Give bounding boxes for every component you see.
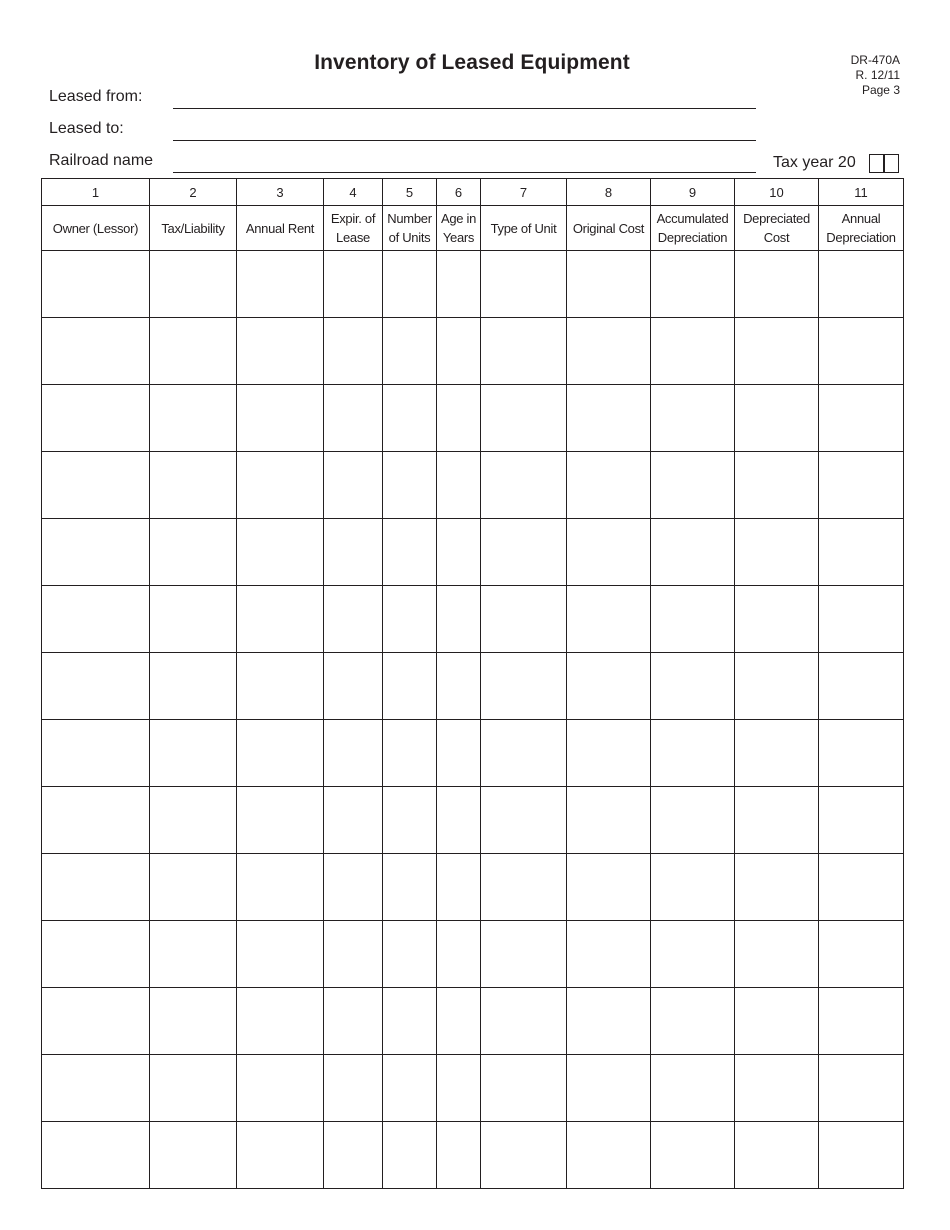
table-cell[interactable] — [150, 318, 237, 385]
column-number: 5 — [383, 179, 437, 206]
table-cell[interactable] — [150, 787, 237, 854]
table-cell[interactable] — [324, 519, 383, 586]
table-cell[interactable] — [237, 854, 324, 921]
table-cell[interactable] — [324, 251, 383, 318]
table-row — [42, 921, 904, 988]
table-cell[interactable] — [150, 988, 237, 1055]
table-row — [42, 452, 904, 519]
leased-from-field[interactable] — [173, 108, 756, 109]
column-number-row — [42, 179, 904, 206]
page-number: Page 3 — [861, 83, 900, 97]
table-cell[interactable] — [42, 1055, 150, 1122]
table-cell[interactable] — [42, 586, 150, 653]
form-identifier — [851, 53, 900, 98]
table-cell[interactable] — [819, 854, 904, 921]
table-cell[interactable] — [567, 1122, 651, 1189]
table-cell[interactable] — [383, 385, 437, 452]
table-cell[interactable] — [383, 519, 437, 586]
column-number: 7 — [481, 179, 567, 206]
table-cell[interactable] — [735, 452, 819, 519]
form-number: DR-470A — [850, 53, 900, 67]
column-header: Annual Rent — [237, 206, 324, 251]
table-cell[interactable] — [819, 988, 904, 1055]
table-cell[interactable] — [150, 452, 237, 519]
table-cell[interactable] — [819, 787, 904, 854]
table-cell[interactable] — [481, 921, 567, 988]
table-row — [42, 519, 904, 586]
table-cell[interactable] — [651, 1122, 735, 1189]
column-header: Tax/Liability — [150, 206, 237, 251]
table-row — [42, 653, 904, 720]
table-cell[interactable] — [735, 1122, 819, 1189]
table-cell[interactable] — [324, 1122, 383, 1189]
table-cell[interactable] — [819, 251, 904, 318]
table-cell[interactable] — [735, 787, 819, 854]
table-cell[interactable] — [481, 1122, 567, 1189]
table-cell[interactable] — [383, 318, 437, 385]
table-cell[interactable] — [481, 787, 567, 854]
table-cell[interactable] — [735, 385, 819, 452]
column-header-row — [42, 206, 904, 251]
table-cell[interactable] — [237, 251, 324, 318]
table-cell[interactable] — [237, 318, 324, 385]
table-cell[interactable] — [324, 653, 383, 720]
table-row — [42, 1122, 904, 1189]
table-cell[interactable] — [42, 318, 150, 385]
table-cell[interactable] — [651, 385, 735, 452]
table-cell[interactable] — [567, 519, 651, 586]
leased-from-label: Leased from: — [49, 88, 143, 105]
column-header: Number of Units — [383, 206, 437, 251]
table-cell[interactable] — [437, 1055, 481, 1122]
table-cell[interactable] — [324, 385, 383, 452]
table-cell[interactable] — [437, 519, 481, 586]
table-cell[interactable] — [150, 1122, 237, 1189]
table-cell[interactable] — [819, 318, 904, 385]
table-cell[interactable] — [819, 452, 904, 519]
table-cell[interactable] — [437, 720, 481, 787]
table-cell[interactable] — [735, 854, 819, 921]
table-cell[interactable] — [383, 921, 437, 988]
column-header: Age in Years — [437, 206, 481, 251]
table-cell[interactable] — [567, 988, 651, 1055]
table-cell[interactable] — [237, 921, 324, 988]
column-header: Accumulated Depreciation — [651, 206, 735, 251]
table-cell[interactable] — [481, 385, 567, 452]
railroad-name-label: Railroad name — [49, 152, 154, 169]
column-header: Annual Depreciation — [819, 206, 904, 251]
table-cell[interactable] — [324, 720, 383, 787]
table-cell[interactable] — [150, 1055, 237, 1122]
table-cell[interactable] — [651, 1055, 735, 1122]
table-cell[interactable] — [437, 318, 481, 385]
table-row — [42, 251, 904, 318]
table-cell[interactable] — [150, 519, 237, 586]
table-cell[interactable] — [42, 720, 150, 787]
table-cell[interactable] — [150, 720, 237, 787]
table-cell[interactable] — [42, 385, 150, 452]
table-cell[interactable] — [237, 385, 324, 452]
table-cell[interactable] — [437, 452, 481, 519]
table-cell[interactable] — [481, 720, 567, 787]
table-cell[interactable] — [651, 988, 735, 1055]
table-row — [42, 586, 904, 653]
table-cell[interactable] — [437, 1122, 481, 1189]
table-cell[interactable] — [383, 251, 437, 318]
table-cell[interactable] — [42, 452, 150, 519]
table-cell[interactable] — [735, 251, 819, 318]
table-cell[interactable] — [735, 318, 819, 385]
table-row — [42, 854, 904, 921]
table-cell[interactable] — [383, 988, 437, 1055]
table-cell[interactable] — [481, 318, 567, 385]
table-cell[interactable] — [437, 854, 481, 921]
column-header: Depreciated Cost — [735, 206, 819, 251]
table-cell[interactable] — [819, 921, 904, 988]
table-cell[interactable] — [651, 921, 735, 988]
table-row — [42, 787, 904, 854]
table-cell[interactable] — [383, 653, 437, 720]
table-cell[interactable] — [437, 586, 481, 653]
table-cell[interactable] — [324, 1055, 383, 1122]
column-header: Owner (Lessor) — [42, 206, 150, 251]
table-cell[interactable] — [237, 452, 324, 519]
table-cell[interactable] — [819, 653, 904, 720]
table-cell[interactable] — [651, 251, 735, 318]
table-cell[interactable] — [567, 787, 651, 854]
table-cell[interactable] — [567, 1055, 651, 1122]
table-cell[interactable] — [567, 385, 651, 452]
table-row — [42, 988, 904, 1055]
table-cell[interactable] — [819, 385, 904, 452]
table-cell[interactable] — [237, 653, 324, 720]
table-cell[interactable] — [237, 787, 324, 854]
leased-equipment-table — [41, 178, 904, 1189]
table-cell[interactable] — [383, 787, 437, 854]
table-cell[interactable] — [324, 921, 383, 988]
table-cell[interactable] — [735, 586, 819, 653]
table-cell[interactable] — [819, 1055, 904, 1122]
column-header: Expir. of Lease — [324, 206, 383, 251]
table-cell[interactable] — [237, 1055, 324, 1122]
table-cell[interactable] — [567, 586, 651, 653]
railroad-name-field[interactable] — [173, 172, 756, 173]
table-cell[interactable] — [481, 653, 567, 720]
table-cell[interactable] — [481, 854, 567, 921]
table-cell[interactable] — [42, 1122, 150, 1189]
table-cell[interactable] — [42, 787, 150, 854]
column-number: 4 — [324, 179, 383, 206]
table-row — [42, 318, 904, 385]
table-cell[interactable] — [567, 921, 651, 988]
table-cell[interactable] — [150, 586, 237, 653]
table-cell[interactable] — [383, 1055, 437, 1122]
table-cell[interactable] — [42, 653, 150, 720]
table-cell[interactable] — [42, 854, 150, 921]
column-number: 9 — [651, 179, 735, 206]
table-cell[interactable] — [567, 251, 651, 318]
table-cell[interactable] — [735, 519, 819, 586]
table-cell[interactable] — [481, 1055, 567, 1122]
table-cell[interactable] — [150, 653, 237, 720]
table-cell[interactable] — [237, 519, 324, 586]
table-cell[interactable] — [437, 653, 481, 720]
leased-to-field[interactable] — [173, 140, 756, 141]
column-number: 3 — [237, 179, 324, 206]
table-cell[interactable] — [651, 720, 735, 787]
form-title: Inventory of Leased Equipment — [314, 51, 630, 74]
tax-year-digit-box[interactable] — [869, 154, 884, 173]
table-cell[interactable] — [437, 251, 481, 318]
table-cell[interactable] — [383, 452, 437, 519]
table-cell[interactable] — [383, 586, 437, 653]
table-body — [42, 251, 904, 1189]
column-number: 1 — [42, 179, 150, 206]
table-cell[interactable] — [324, 586, 383, 653]
table-row — [42, 720, 904, 787]
tax-year-label: Tax year 20 — [773, 154, 856, 171]
table-cell[interactable] — [150, 385, 237, 452]
table-cell[interactable] — [567, 653, 651, 720]
table-cell[interactable] — [651, 318, 735, 385]
table-cell[interactable] — [819, 586, 904, 653]
table-cell[interactable] — [651, 854, 735, 921]
leased-to-label: Leased to: — [49, 120, 124, 137]
table-cell[interactable] — [567, 720, 651, 787]
table-cell[interactable] — [383, 854, 437, 921]
table-cell[interactable] — [481, 586, 567, 653]
table-cell[interactable] — [481, 988, 567, 1055]
table-row — [42, 385, 904, 452]
table-cell[interactable] — [735, 1055, 819, 1122]
table-cell[interactable] — [324, 787, 383, 854]
column-header: Original Cost — [567, 206, 651, 251]
table-cell[interactable] — [651, 452, 735, 519]
table-cell[interactable] — [324, 854, 383, 921]
table-cell[interactable] — [437, 921, 481, 988]
table-cell[interactable] — [819, 1122, 904, 1189]
table-cell[interactable] — [819, 720, 904, 787]
table-cell[interactable] — [651, 586, 735, 653]
table-cell[interactable] — [237, 720, 324, 787]
table-cell[interactable] — [481, 251, 567, 318]
table-cell[interactable] — [819, 519, 904, 586]
table-cell[interactable] — [324, 318, 383, 385]
table-cell[interactable] — [324, 988, 383, 1055]
column-number: 6 — [437, 179, 481, 206]
table-cell[interactable] — [481, 452, 567, 519]
table-cell[interactable] — [437, 988, 481, 1055]
table-cell[interactable] — [735, 988, 819, 1055]
table-cell[interactable] — [237, 1122, 324, 1189]
table-cell[interactable] — [42, 921, 150, 988]
table-cell[interactable] — [150, 251, 237, 318]
table-cell[interactable] — [651, 519, 735, 586]
table-cell[interactable] — [437, 787, 481, 854]
table-cell[interactable] — [42, 251, 150, 318]
table-cell[interactable] — [324, 452, 383, 519]
table-cell[interactable] — [481, 519, 567, 586]
table-cell[interactable] — [237, 988, 324, 1055]
table-cell[interactable] — [437, 385, 481, 452]
column-header: Type of Unit — [481, 206, 567, 251]
column-number: 11 — [819, 179, 904, 206]
tax-year-digit-box[interactable] — [884, 154, 899, 173]
table-cell[interactable] — [735, 653, 819, 720]
table-cell[interactable] — [150, 921, 237, 988]
table-cell[interactable] — [735, 921, 819, 988]
column-number: 2 — [150, 179, 237, 206]
table-cell[interactable] — [42, 519, 150, 586]
table-cell[interactable] — [567, 452, 651, 519]
column-number: 8 — [567, 179, 651, 206]
table-cell[interactable] — [567, 854, 651, 921]
table-cell[interactable] — [42, 988, 150, 1055]
table-cell[interactable] — [237, 586, 324, 653]
table-cell[interactable] — [383, 720, 437, 787]
table-cell[interactable] — [150, 854, 237, 921]
table-cell[interactable] — [735, 720, 819, 787]
table-cell[interactable] — [383, 1122, 437, 1189]
table-cell[interactable] — [567, 318, 651, 385]
table-cell[interactable] — [651, 787, 735, 854]
table-cell[interactable] — [651, 653, 735, 720]
table-row — [42, 1055, 904, 1122]
column-number: 10 — [735, 179, 819, 206]
form-revision: R. 12/11 — [855, 68, 900, 82]
